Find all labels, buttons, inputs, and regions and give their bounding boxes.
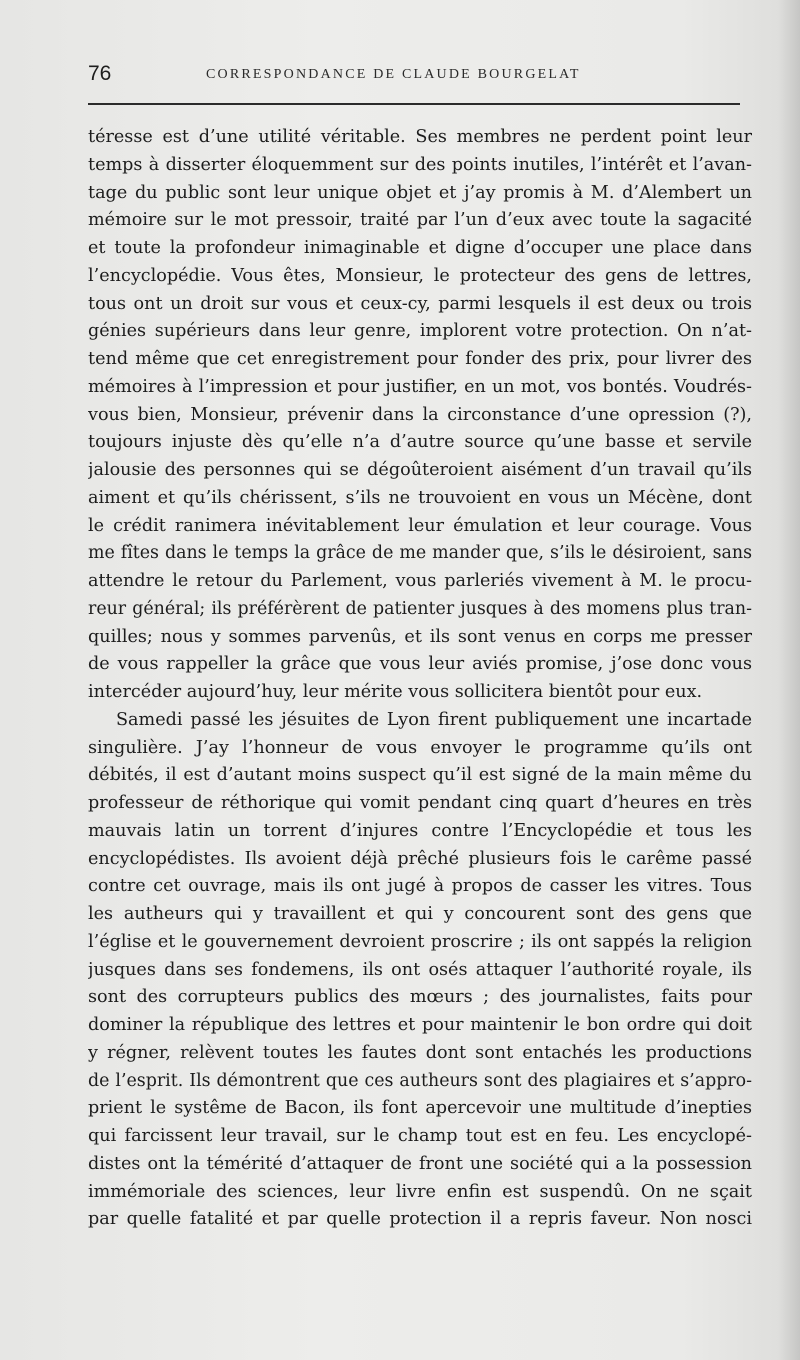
text-line: aiment et qu’ils chérissent, s’ils ne trouvoient en vous un Mécène, dont	[88, 487, 752, 508]
text-line: par quelle fatalité et par quelle protection il a repris faveur. Non nosci	[88, 1209, 752, 1230]
text-line: tend même que cet enregistrement pour fonder des prix, pour livrer des	[88, 349, 752, 369]
text-line: débités, il est d’autant moins suspect qu’il est signé de la main même du	[88, 765, 752, 786]
body-text	[88, 124, 752, 1234]
running-title: CORRESPONDANCE DE CLAUDE BOURGELAT	[206, 67, 581, 82]
page-edge-shadow	[778, 0, 800, 1360]
text-line: vous bien, Monsieur, prévenir dans la circonstance d’une opression (?),	[88, 404, 752, 425]
text-line: attendre le retour du Parlement, vous parleriés vivement à M. le procu-	[88, 571, 752, 591]
text-line: de vous rappeller la grâce que vous leur aviés promise, j’ose donc vous	[88, 654, 752, 675]
text-line: temps à disserter éloquemment sur des points inutiles, l’intérêt et l’avan-	[88, 154, 752, 175]
text-line: professeur de réthorique qui vomit pendant cinq quart d’heures en très	[88, 793, 752, 813]
text-line: singulière. J’ay l’honneur de vous envoyer le programme qu’ils ont	[88, 737, 752, 758]
text-line: prient le systême de Bacon, ils font apercevoir une multitude d’inepties	[88, 1098, 752, 1119]
text-line: l’église et le gouvernement devroient proscrire ; ils ont sappés la religion	[88, 931, 752, 952]
text-line: qui farcissent leur travail, sur le champ tout est en feu. Les encyclopé-	[88, 1126, 752, 1146]
text-line: de l’esprit. Ils démontrent que ces autheurs sont des plagiaires et s’appro-	[88, 1070, 752, 1091]
text-line: mauvais latin un torrent d’injures contre l’Encyclopédie et tous les	[88, 820, 752, 841]
text-line: l’encyclopédie. Vous êtes, Monsieur, le protecteur des gens de lettres,	[88, 265, 752, 286]
text-line: sont des corrupteurs publics des mœurs ; des journalistes, faits pour	[88, 987, 752, 1008]
text-line: génies supérieurs dans leur genre, implorent votre protection. On n’at-	[88, 321, 752, 342]
text-line: quilles; nous y sommes parvenûs, et ils sont venus en corps me presser	[88, 626, 752, 647]
text-line: téresse est d’une utilité véritable. Ses membres ne perdent point leur	[88, 127, 752, 147]
text-line: tage du public sont leur unique objet et j’ay promis à M. d’Alembert un	[88, 182, 752, 203]
header-rule	[88, 103, 740, 105]
text-line: Samedi passé les jésuites de Lyon firent publiquement une incartade	[116, 709, 752, 730]
page-header	[88, 62, 740, 92]
text-line: encyclopédistes. Ils avoient déjà prêché plusieurs fois le carême passé	[88, 848, 752, 869]
page-number: 76	[88, 62, 112, 85]
text-line: mémoires à l’impression et pour justifier, en un mot, vos bontés. Voudrés-	[88, 376, 752, 397]
text-line: les autheurs qui y travaillent et qui y concourent sont des gens que	[88, 904, 752, 924]
text-line: jalousie des personnes qui se dégoûteroient aisément d’un travail qu’ils	[88, 460, 752, 480]
text-line: reur général; ils préférèrent de patienter jusques à des momens plus tran-	[88, 598, 752, 619]
text-line: mémoire sur le mot pressoir, traité par l’un d’eux avec toute la sagacité	[88, 210, 752, 231]
text-line: toujours injuste dès qu’elle n’a d’autre source qu’une basse et servile	[88, 432, 752, 453]
text-line: jusques dans ses fondemens, ils ont osés attaquer l’authorité royale, ils	[88, 959, 752, 980]
text-line: contre cet ouvrage, mais ils ont jugé à propos de casser les vitres. Tous	[88, 876, 752, 897]
text-line: me fîtes dans le temps la grâce de me mander que, s’ils le désiroient, sans	[88, 543, 752, 564]
text-line: le crédit ranimera inévitablement leur émulation et leur courage. Vous	[88, 515, 752, 536]
text-line: distes ont la témérité d’attaquer de front une société qui a la possession	[88, 1153, 752, 1174]
text-line: y régner, relèvent toutes les fautes dont sont entachés les productions	[88, 1042, 752, 1063]
text-line: dominer la république des lettres et pour maintenir le bon ordre qui doit	[88, 1015, 752, 1035]
text-line: et toute la profondeur inimaginable et digne d’occuper une place dans	[88, 238, 752, 258]
text-line: immémoriale des sciences, leur livre enfin est suspendû. On ne sçait	[88, 1181, 752, 1202]
text-line: intercéder aujourd’huy, leur mérite vous sollicitera bientôt pour eux.	[88, 682, 703, 702]
text-line: tous ont un droit sur vous et ceux-cy, parmi lesquels il est deux ou trois	[88, 293, 752, 314]
